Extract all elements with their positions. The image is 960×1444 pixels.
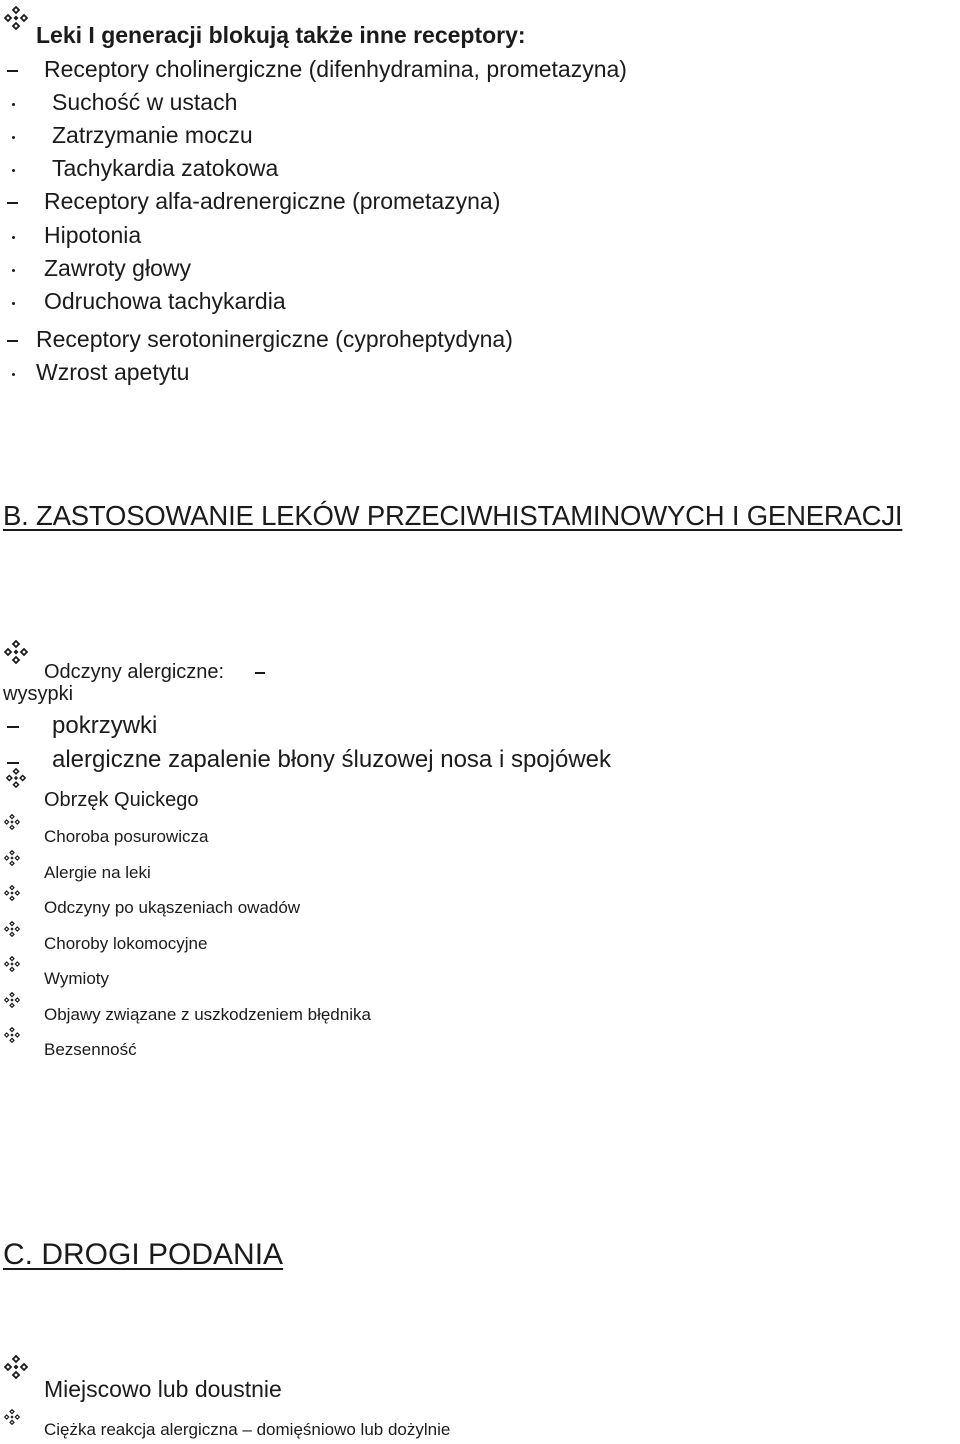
list-item: Odruchowa tachykardia [44,288,286,314]
list-item: alergiczne zapalenie błony śluzowej nosa i spojówek [52,746,611,773]
list-item: Choroba posurowicza [44,827,209,846]
diamond-bullet-icon [4,1027,20,1043]
dot-bullet [12,103,15,106]
list-item: Suchość w ustach [52,89,238,115]
diamond-bullet-icon [4,885,20,901]
allergy-label: Odczyny alergiczne: [44,661,225,683]
dash-bullet [7,340,18,342]
list-item: Receptory alfa-adrenergiczne (prometazyna) [44,188,501,214]
diamond-bullet-icon [4,1355,28,1379]
section-b-title: B. ZASTOSOWANIE LEKÓW PRZECIWHISTAMINOWYCH I GENERACJI [3,500,903,531]
list-item: Bezsenność [44,1040,137,1059]
list-item: Wzrost apetytu [36,359,190,385]
diamond-bullet-icon [4,956,20,972]
dot-bullet [12,169,15,172]
section-c-title: C. DROGI PODANIA [3,1238,284,1271]
diamond-bullet-icon [4,814,20,830]
diamond-bullet-icon [4,640,28,664]
dot-bullet [12,269,15,272]
list-item: Wymioty [44,969,110,988]
list-item: Obrzęk Quickego [44,789,199,811]
list-item: Zawroty głowy [44,255,191,281]
dash-bullet [7,202,18,204]
list-item: Receptory cholinergiczne (difenhydramina, prometazyna) [44,56,627,82]
list-item: Hipotonia [44,222,142,248]
list-item: Receptory serotoninergiczne (cyproheptydyna) [36,326,513,352]
list-item: Tachykardia zatokowa [52,155,279,181]
list-item: Ciężka reakcja alergiczna – domięśniowo lub dożylnie [44,1420,451,1439]
dash-bullet [7,762,19,764]
list-item: pokrzywki [52,712,158,739]
dash-bullet [255,672,265,674]
diamond-bullet-icon [4,992,20,1008]
diamond-bullet-icon [6,768,26,788]
diamond-bullet-icon [4,921,20,937]
list-item: Odczyny po ukąszeniach owadów [44,898,301,917]
list-item: wysypki [3,683,74,705]
list-item: Miejscowo lub doustnie [44,1376,282,1402]
dash-bullet [7,70,18,72]
dot-bullet [12,302,15,305]
dot-bullet [12,136,15,139]
dash-bullet [7,726,19,728]
diamond-bullet-icon [4,850,20,866]
list-item: Objawy związane z uszkodzeniem błędnika [44,1005,371,1024]
dot-bullet [12,236,15,239]
diamond-bullet-icon [4,1409,20,1425]
list-item: Alergie na leki [44,863,151,882]
list-item: Choroby lokomocyjne [44,934,208,953]
list-item: Zatrzymanie moczu [52,122,253,148]
dot-bullet [12,373,15,376]
diamond-bullet-icon [4,6,28,30]
section-a-heading: Leki I generacji blokują także inne receptory: [36,22,526,48]
